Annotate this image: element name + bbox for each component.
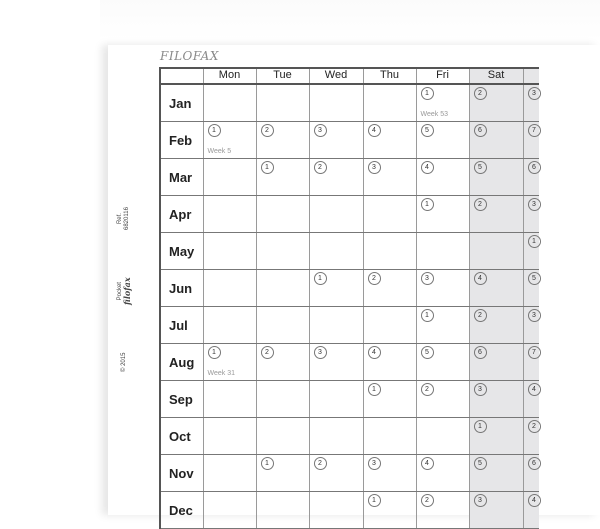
day-cell[interactable] [363, 122, 416, 159]
day-cell[interactable] [523, 492, 539, 529]
date-circle-icon: 4 [368, 346, 381, 359]
date-circle-icon: 3 [368, 161, 381, 174]
background-blur [100, 0, 600, 40]
day-cell[interactable] [309, 196, 363, 233]
date-circle-icon: 3 [474, 383, 487, 396]
date-circle-icon: 6 [528, 161, 541, 174]
reference-label [117, 207, 131, 230]
date-circle-icon: 4 [368, 124, 381, 137]
date-circle-icon: 4 [528, 494, 541, 507]
day-cell[interactable] [469, 122, 523, 159]
day-cell[interactable] [363, 270, 416, 307]
month-row [160, 159, 539, 196]
day-cell[interactable] [363, 307, 416, 344]
weekday-sun-partial [523, 68, 539, 84]
day-cell[interactable] [469, 84, 523, 122]
date-circle-icon: 5 [474, 161, 487, 174]
month-label: Oct [160, 418, 203, 455]
day-cell[interactable] [256, 344, 309, 381]
day-cell[interactable] [256, 381, 309, 418]
month-row [160, 455, 539, 492]
corner-cell [160, 68, 203, 84]
date-circle-icon: 5 [528, 272, 541, 285]
day-cell[interactable] [203, 492, 256, 529]
day-cell[interactable] [523, 418, 539, 455]
day-cell[interactable] [363, 233, 416, 270]
day-cell[interactable] [309, 455, 363, 492]
day-cell[interactable] [203, 307, 256, 344]
day-cell[interactable] [363, 344, 416, 381]
day-cell[interactable] [309, 492, 363, 529]
date-circle-icon: 3 [314, 346, 327, 359]
day-cell[interactable] [203, 122, 256, 159]
day-cell[interactable] [256, 307, 309, 344]
date-circle-icon: 2 [261, 346, 274, 359]
day-cell[interactable] [416, 381, 469, 418]
date-circle-icon: 2 [314, 161, 327, 174]
day-cell[interactable] [203, 84, 256, 122]
date-circle-icon: 3 [368, 457, 381, 470]
month-label: Apr [160, 196, 203, 233]
day-cell[interactable] [469, 455, 523, 492]
date-circle-icon: 3 [528, 198, 541, 211]
date-circle-icon: 1 [421, 309, 434, 322]
week-number-label: Week 5 [207, 148, 232, 155]
month-row [160, 307, 539, 344]
day-cell[interactable] [256, 233, 309, 270]
date-circle-icon: 2 [421, 383, 434, 396]
day-cell[interactable] [523, 233, 539, 270]
weekday-fri: Fri [416, 68, 469, 84]
day-cell[interactable] [416, 84, 469, 122]
day-cell[interactable] [469, 270, 523, 307]
day-cell[interactable] [469, 233, 523, 270]
day-cell[interactable] [203, 344, 256, 381]
day-cell[interactable] [363, 84, 416, 122]
date-circle-icon: 2 [474, 309, 487, 322]
date-circle-icon: 3 [314, 124, 327, 137]
date-circle-icon: 7 [528, 346, 541, 359]
day-cell[interactable] [309, 159, 363, 196]
date-circle-icon: 6 [474, 124, 487, 137]
day-cell[interactable] [523, 159, 539, 196]
month-label: Nov [160, 455, 203, 492]
day-cell[interactable] [523, 344, 539, 381]
weekday-mon: Mon [203, 68, 256, 84]
date-circle-icon: 1 [368, 383, 381, 396]
date-circle-icon: 3 [528, 309, 541, 322]
day-cell[interactable] [523, 381, 539, 418]
day-cell[interactable] [203, 159, 256, 196]
month-label: Feb [160, 122, 203, 159]
day-cell[interactable] [203, 270, 256, 307]
month-label: Aug [160, 344, 203, 381]
day-cell[interactable] [256, 418, 309, 455]
day-cell[interactable] [203, 455, 256, 492]
day-cell[interactable] [309, 307, 363, 344]
date-circle-icon: 6 [528, 457, 541, 470]
date-circle-icon: 3 [474, 494, 487, 507]
day-cell[interactable] [256, 455, 309, 492]
date-circle-icon: 1 [421, 87, 434, 100]
side-brand: filofax [122, 277, 132, 305]
month-row [160, 492, 539, 529]
date-circle-icon: 4 [528, 383, 541, 396]
size-text: Pocket [117, 282, 123, 301]
month-label: Mar [160, 159, 203, 196]
month-row [160, 270, 539, 307]
day-cell[interactable] [523, 196, 539, 233]
date-circle-icon: 4 [421, 161, 434, 174]
date-circle-icon: 4 [421, 457, 434, 470]
day-cell[interactable] [309, 418, 363, 455]
day-cell[interactable] [416, 492, 469, 529]
day-cell[interactable] [469, 381, 523, 418]
ref-label: Ref. [117, 213, 123, 225]
day-cell[interactable] [416, 455, 469, 492]
weekday-wed: Wed [309, 68, 363, 84]
date-circle-icon: 4 [474, 272, 487, 285]
day-cell[interactable] [416, 233, 469, 270]
date-circle-icon: 1 [368, 494, 381, 507]
day-cell[interactable] [469, 344, 523, 381]
day-cell[interactable] [309, 233, 363, 270]
day-cell[interactable] [416, 196, 469, 233]
day-cell[interactable] [309, 122, 363, 159]
day-cell[interactable] [363, 381, 416, 418]
day-cell[interactable] [256, 270, 309, 307]
day-cell[interactable] [469, 492, 523, 529]
ref-number: 6820116 [124, 207, 130, 230]
day-cell[interactable] [203, 418, 256, 455]
date-circle-icon: 1 [261, 457, 274, 470]
day-cell[interactable] [256, 196, 309, 233]
date-circle-icon: 2 [528, 420, 541, 433]
date-circle-icon: 1 [208, 124, 221, 137]
weekday-sat: Sat [469, 68, 523, 84]
week-number-label: Week 31 [207, 370, 235, 377]
day-cell[interactable] [203, 196, 256, 233]
day-cell[interactable] [416, 418, 469, 455]
month-row [160, 344, 539, 381]
day-cell[interactable] [416, 270, 469, 307]
date-circle-icon: 1 [314, 272, 327, 285]
size-label [117, 277, 131, 305]
date-circle-icon: 1 [474, 420, 487, 433]
day-cell[interactable] [469, 159, 523, 196]
day-cell[interactable] [523, 307, 539, 344]
date-circle-icon: 1 [421, 198, 434, 211]
day-cell[interactable] [523, 270, 539, 307]
month-row [160, 84, 539, 122]
day-cell[interactable] [363, 159, 416, 196]
day-cell[interactable] [363, 418, 416, 455]
day-cell[interactable] [523, 455, 539, 492]
date-circle-icon: 2 [261, 124, 274, 137]
month-label: Dec [160, 492, 203, 529]
month-label: Jul [160, 307, 203, 344]
month-row [160, 381, 539, 418]
day-cell[interactable] [309, 270, 363, 307]
date-circle-icon: 2 [314, 457, 327, 470]
month-row [160, 418, 539, 455]
day-cell[interactable] [416, 307, 469, 344]
date-circle-icon: 2 [368, 272, 381, 285]
day-cell[interactable] [309, 381, 363, 418]
day-cell[interactable] [203, 233, 256, 270]
date-circle-icon: 2 [421, 494, 434, 507]
date-circle-icon: 6 [474, 346, 487, 359]
day-cell[interactable] [363, 492, 416, 529]
day-cell[interactable] [416, 159, 469, 196]
date-circle-icon: 7 [528, 124, 541, 137]
weekday-thu: Thu [363, 68, 416, 84]
month-label: May [160, 233, 203, 270]
weekday-header [160, 68, 539, 84]
date-circle-icon: 2 [474, 87, 487, 100]
date-circle-icon: 3 [528, 87, 541, 100]
date-circle-icon: 3 [421, 272, 434, 285]
day-cell[interactable] [469, 196, 523, 233]
date-circle-icon: 5 [421, 124, 434, 137]
filofax-logo: FILOFAX [160, 49, 219, 63]
day-cell[interactable] [469, 307, 523, 344]
weekday-tue: Tue [256, 68, 309, 84]
day-cell[interactable] [469, 418, 523, 455]
day-cell[interactable] [416, 122, 469, 159]
date-circle-icon: 1 [208, 346, 221, 359]
month-label: Sep [160, 381, 203, 418]
date-circle-icon: 1 [528, 235, 541, 248]
day-cell[interactable] [523, 84, 539, 122]
month-row [160, 122, 539, 159]
day-cell[interactable] [309, 344, 363, 381]
date-circle-icon: 5 [421, 346, 434, 359]
week-number-label: Week 53 [420, 111, 448, 118]
day-cell[interactable] [363, 196, 416, 233]
day-cell[interactable] [256, 84, 309, 122]
day-cell[interactable] [363, 455, 416, 492]
day-cell[interactable] [256, 492, 309, 529]
date-circle-icon: 5 [474, 457, 487, 470]
day-cell[interactable] [256, 122, 309, 159]
month-label: Jan [160, 84, 203, 122]
date-circle-icon: 2 [474, 198, 487, 211]
day-cell[interactable] [256, 159, 309, 196]
day-cell[interactable] [416, 344, 469, 381]
copyright: © 2015 [121, 352, 127, 372]
date-circle-icon: 1 [261, 161, 274, 174]
year-planner-grid [159, 67, 539, 529]
month-label: Jun [160, 270, 203, 307]
month-row [160, 196, 539, 233]
day-cell[interactable] [203, 381, 256, 418]
day-cell[interactable] [309, 84, 363, 122]
month-row [160, 233, 539, 270]
day-cell[interactable] [523, 122, 539, 159]
